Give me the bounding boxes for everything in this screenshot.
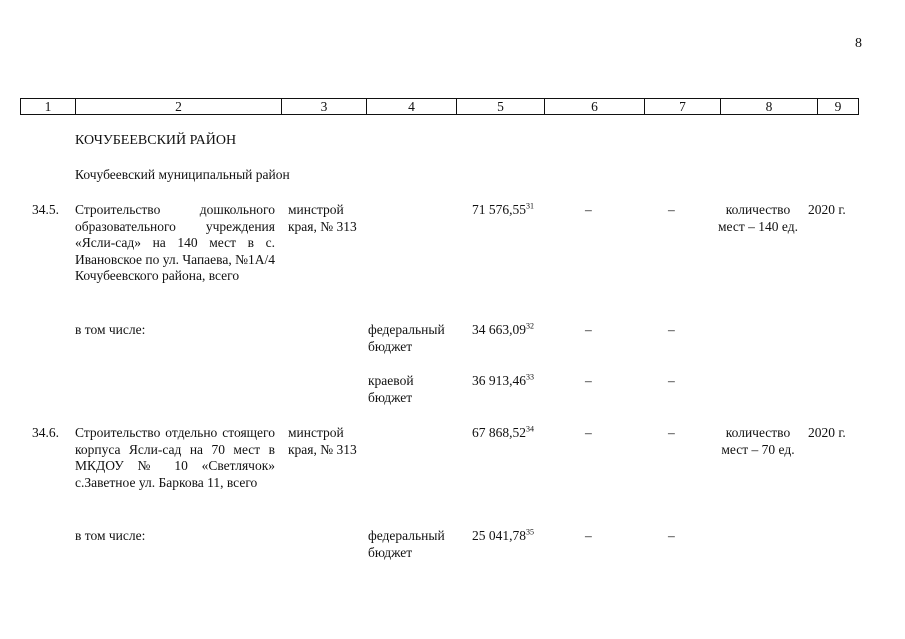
funding-amount: 67 868,52$^{34}$ xyxy=(472,424,534,440)
col7-dash: – xyxy=(668,528,675,543)
including-label: в том числе: xyxy=(75,528,146,543)
header-col-2: 2 xyxy=(76,99,282,115)
col7-dash: – xyxy=(668,425,675,440)
header-col-8: 8 xyxy=(721,99,818,115)
col6-dash: – xyxy=(585,322,592,337)
budget-source: федеральный бюджет xyxy=(368,528,445,560)
funding-amount: 71 576,55$^{31}$ xyxy=(472,201,534,217)
col7-dash: – xyxy=(668,373,675,388)
capacity-value: количество мест – 70 ед. xyxy=(721,425,795,457)
col6-dash: – xyxy=(585,202,592,217)
project-name: Строительство дошкольного образовательного учреждения «Ясли-сад» на 140 мест в с. Ивановское по ул. Чапаева, №1А/4 Кочубеевского района, всего xyxy=(75,202,275,283)
budget-source: краевой бюджет xyxy=(368,373,414,405)
district-title: КОЧУБЕЕВСКИЙ РАЙОН xyxy=(75,133,237,148)
municipality-name: Кочубеевский муниципальный район xyxy=(75,167,290,182)
footnote-ref: 33 xyxy=(526,372,534,382)
budget-source: федеральный бюджет xyxy=(368,322,445,354)
footnote-ref: 34 xyxy=(526,424,534,434)
row-number: 34.6. xyxy=(32,425,59,440)
capacity-value: количество мест – 140 ед. xyxy=(718,202,798,234)
page-number: 8 xyxy=(855,36,862,51)
funding-amount: 34 663,09$^{32}$ xyxy=(472,321,534,337)
col7-dash: – xyxy=(668,322,675,337)
completion-year: 2020 г. xyxy=(808,202,846,217)
header-col-9: 9 xyxy=(818,99,859,115)
header-col-7: 7 xyxy=(645,99,721,115)
project-name: Строительство отдельно стоящего корпуса Ясли-сад на 70 мест в МКДОУ № 10 «Светлячок» с.Заветное ул. Баркова 11, всего xyxy=(75,425,275,490)
col6-dash: – xyxy=(585,425,592,440)
footnote-ref: 32 xyxy=(526,321,534,331)
responsible-org: минстрой края, № 313 xyxy=(288,425,357,457)
col7-dash: – xyxy=(668,202,675,217)
including-label: в том числе: xyxy=(75,322,146,337)
col6-dash: – xyxy=(585,528,592,543)
column-number-header xyxy=(20,98,859,115)
header-col-6: 6 xyxy=(545,99,645,115)
header-col-1: 1 xyxy=(21,99,76,115)
responsible-org: минстрой края, № 313 xyxy=(288,202,357,234)
footnote-ref: 35 xyxy=(526,527,534,537)
footnote-ref: 31 xyxy=(526,201,534,211)
header-col-3: 3 xyxy=(282,99,367,115)
funding-amount: 36 913,46$^{33}$ xyxy=(472,372,534,388)
header-col-4: 4 xyxy=(367,99,457,115)
completion-year: 2020 г. xyxy=(808,425,846,440)
row-number: 34.5. xyxy=(32,202,59,217)
col6-dash: – xyxy=(585,373,592,388)
funding-amount: 25 041,78$^{35}$ xyxy=(472,527,534,543)
header-col-5: 5 xyxy=(457,99,545,115)
